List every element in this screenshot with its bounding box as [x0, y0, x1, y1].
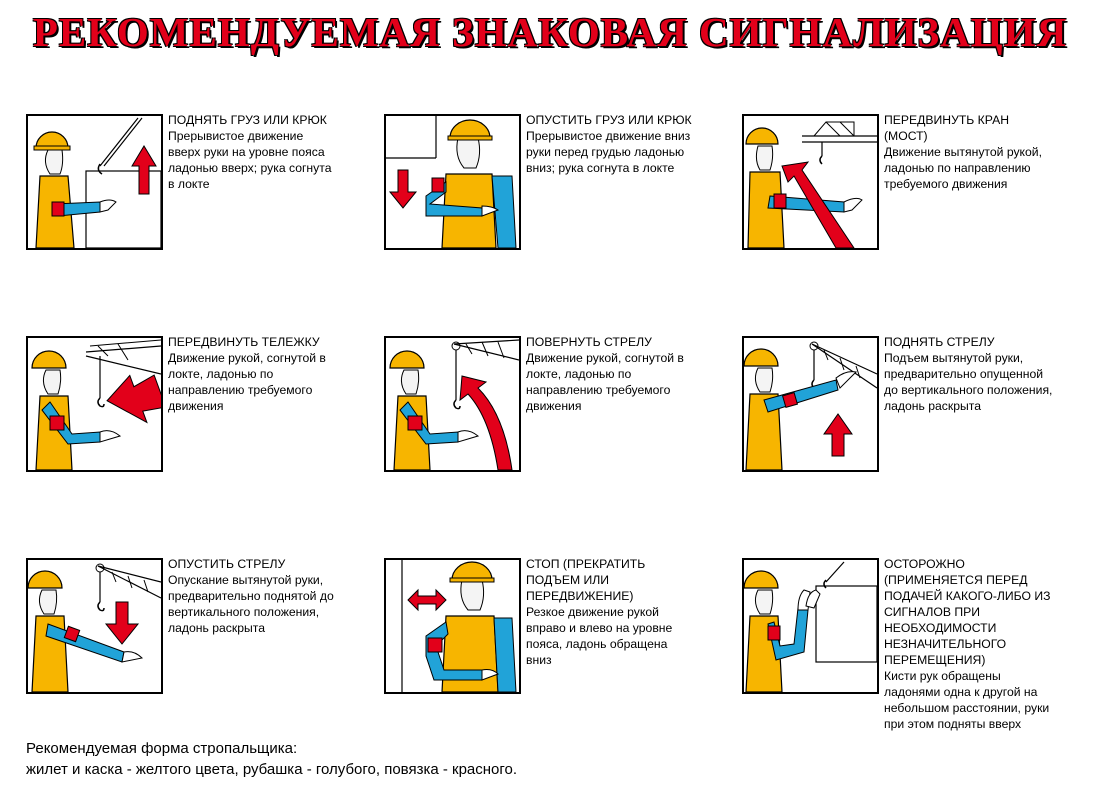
signal-description: Движение вытянутой рукой, ладонью по направлению требуемого движения	[884, 145, 1043, 191]
signal-illustration	[742, 114, 879, 250]
signal-description: Подъем вытянутой руки, предварительно опущенной до вертикального положения, ладонь раскрыта	[884, 351, 1053, 413]
signal-rotate-boom	[384, 336, 729, 536]
signal-lower-boom	[26, 558, 371, 758]
signal-description: Движение рукой, согнутой в локте, ладонью по направлению требуемого движения	[168, 351, 326, 413]
signal-text	[168, 556, 368, 636]
signal-text	[884, 334, 1084, 414]
signal-description: Движение рукой, согнутой в локте, ладонью по направлению требуемого движения	[526, 351, 684, 413]
uniform-note-text: жилет и каска - желтого цвета, рубашка - голубого, повязка - красного.	[26, 761, 518, 778]
signal-heading: ПЕРЕДВИНУТЬ КРАН (МОСТ)	[884, 113, 1010, 143]
signal-text	[526, 334, 726, 414]
signal-illustration	[384, 336, 521, 472]
signal-description: Прерывистое движение вниз руки перед грудью ладонью вниз; рука согнута в локте	[526, 129, 691, 175]
signal-heading: ОПУСТИТЬ ГРУЗ ИЛИ КРЮК	[526, 113, 692, 127]
uniform-note-heading: Рекомендуемая форма стропальщика:	[26, 740, 298, 757]
signal-heading: ПЕРЕДВИНУТЬ ТЕЛЕЖКУ	[168, 335, 320, 349]
signal-text	[526, 556, 726, 668]
signal-move-crane	[742, 114, 1087, 314]
signal-heading: СТОП (ПРЕКРАТИТЬ ПОДЪЕМ ИЛИ ПЕРЕДВИЖЕНИЕ)	[526, 557, 646, 603]
signal-description: Опускание вытянутой руки, предварительно поднятой до вертикального положения, ладонь раскрыта	[168, 573, 334, 635]
signal-text	[526, 112, 726, 176]
signal-description: Кисти рук обращены ладонями одна к другой на небольшом расстоянии, руки при этом подняты вверх	[884, 669, 1050, 731]
signal-illustration	[384, 114, 521, 250]
signal-lower-load	[384, 114, 729, 314]
signal-description: Резкое движение рукой вправо и влево на уровне пояса, ладонь обращена вниз	[526, 605, 673, 667]
signal-text	[168, 334, 368, 414]
signal-stop	[384, 558, 729, 758]
signal-raise-boom	[742, 336, 1087, 536]
signal-heading: ПОДНЯТЬ СТРЕЛУ	[884, 335, 995, 349]
signal-move-trolley	[26, 336, 371, 536]
signal-illustration	[26, 114, 163, 250]
signal-text	[168, 112, 368, 192]
signal-illustration	[742, 558, 879, 694]
signal-illustration	[26, 336, 163, 472]
signal-caution	[742, 558, 1087, 758]
signal-lift-load	[26, 114, 371, 314]
signal-heading: ПОВЕРНУТЬ СТРЕЛУ	[526, 335, 652, 349]
signal-illustration	[26, 558, 163, 694]
signal-heading: ОСТОРОЖНО (ПРИМЕНЯЕТСЯ ПЕРЕД ПОДАЧЕЙ КАКОГО-ЛИБО ИЗ СИГНАЛОВ ПРИ НЕОБХОДИМОСТИ НЕЗНАЧИТЕЛЬНОГО ПЕРЕМЕЩЕНИЯ)	[884, 557, 1051, 667]
signal-description: Прерывистое движение вверх руки на уровне пояса ладонью вверх; рука согнута в локте	[168, 129, 332, 191]
signal-text	[884, 112, 1084, 192]
signal-illustration	[384, 558, 521, 694]
signal-text	[884, 556, 1084, 732]
poster-title: РЕКОМЕНДУЕМАЯ ЗНАКОВАЯ СИГНАЛИЗАЦИЯ	[32, 9, 1068, 55]
uniform-note	[26, 738, 517, 780]
signal-heading: ПОДНЯТЬ ГРУЗ ИЛИ КРЮК	[168, 113, 327, 127]
signal-illustration	[742, 336, 879, 472]
signal-heading: ОПУСТИТЬ СТРЕЛУ	[168, 557, 286, 571]
